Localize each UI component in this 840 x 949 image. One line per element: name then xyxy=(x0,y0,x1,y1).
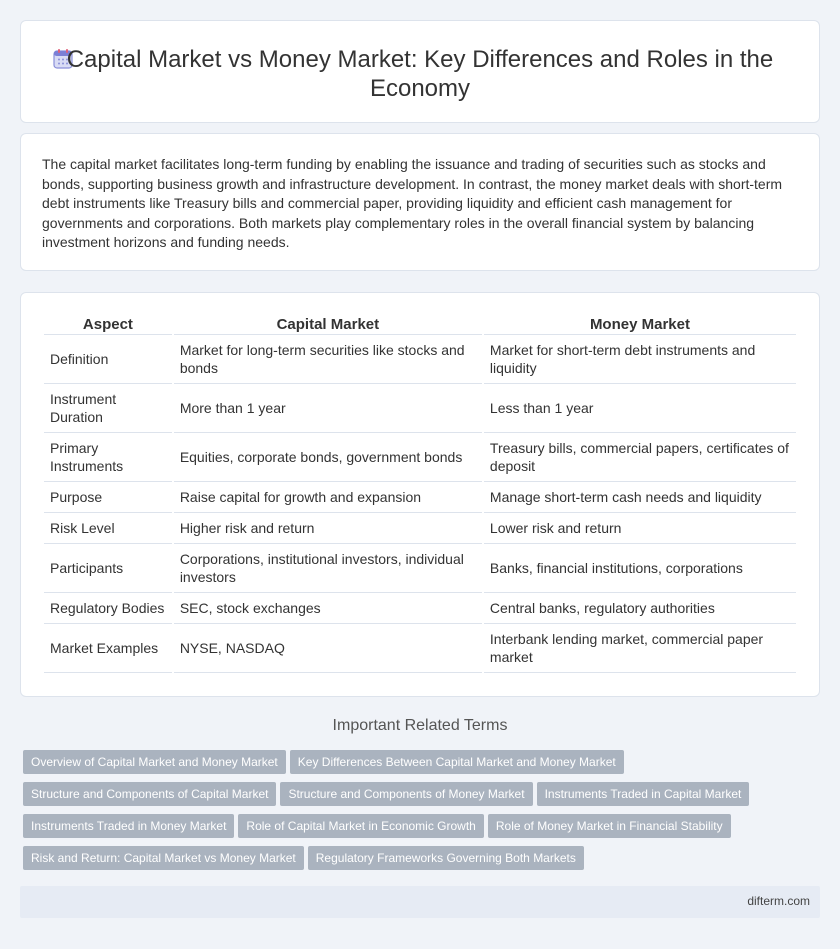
header-capital-market: Capital Market xyxy=(174,314,482,335)
intro-card xyxy=(20,133,820,271)
tag-row xyxy=(23,782,823,814)
cell-aspect: Risk Level xyxy=(44,513,172,544)
header-money-market: Money Market xyxy=(484,314,796,335)
related-term-tag[interactable]: Role of Capital Market in Economic Growth xyxy=(238,814,483,838)
cell-aspect: Definition xyxy=(44,335,172,384)
cell-money: Less than 1 year xyxy=(484,384,796,433)
cell-capital: NYSE, NASDAQ xyxy=(174,624,482,673)
cell-aspect: Primary Instruments xyxy=(44,433,172,482)
cell-money: Interbank lending market, commercial paper market xyxy=(484,624,796,673)
cell-capital: Equities, corporate bonds, government bonds xyxy=(174,433,482,482)
comparison-card xyxy=(20,292,820,697)
related-term-tag[interactable]: Structure and Components of Capital Market xyxy=(23,782,276,806)
table-row xyxy=(44,513,796,544)
related-term-tag[interactable]: Key Differences Between Capital Market and Money Market xyxy=(290,750,624,774)
related-term-tag[interactable]: Overview of Capital Market and Money Market xyxy=(23,750,286,774)
table-row xyxy=(44,593,796,624)
tag-row xyxy=(23,846,823,878)
footer-site-link[interactable]: difterm.com xyxy=(747,894,810,908)
tag-row xyxy=(23,750,823,782)
table-row xyxy=(44,384,796,433)
cell-capital: Raise capital for growth and expansion xyxy=(174,482,482,513)
related-term-tag[interactable]: Instruments Traded in Money Market xyxy=(23,814,234,838)
cell-aspect: Participants xyxy=(44,544,172,593)
cell-capital: Higher risk and return xyxy=(174,513,482,544)
related-term-tag[interactable]: Role of Money Market in Financial Stability xyxy=(488,814,731,838)
related-term-tag[interactable]: Risk and Return: Capital Market vs Money Market xyxy=(23,846,304,870)
cell-aspect: Market Examples xyxy=(44,624,172,673)
table-row xyxy=(44,335,796,384)
tag-row xyxy=(23,814,823,846)
cell-capital: Market for long-term securities like stocks and bonds xyxy=(174,335,482,384)
table-row xyxy=(44,544,796,593)
table-row xyxy=(44,433,796,482)
comparison-table xyxy=(42,314,798,673)
cell-aspect: Purpose xyxy=(44,482,172,513)
cell-money: Treasury bills, commercial papers, certificates of deposit xyxy=(484,433,796,482)
cell-aspect: Regulatory Bodies xyxy=(44,593,172,624)
table-header-row xyxy=(44,314,796,335)
related-terms-tags xyxy=(23,750,823,878)
footer xyxy=(20,886,820,918)
table-row xyxy=(44,482,796,513)
header-aspect: Aspect xyxy=(44,314,172,335)
related-term-tag[interactable]: Structure and Components of Money Market xyxy=(280,782,532,806)
cell-money: Manage short-term cash needs and liquidity xyxy=(484,482,796,513)
cell-capital: More than 1 year xyxy=(174,384,482,433)
related-term-tag[interactable]: Regulatory Frameworks Governing Both Markets xyxy=(308,846,584,870)
cell-money: Central banks, regulatory authorities xyxy=(484,593,796,624)
header-card xyxy=(20,20,820,123)
page-title: Capital Market vs Money Market: Key Differences and Roles in the Economy xyxy=(66,46,774,102)
cell-money: Market for short-term debt instruments and liquidity xyxy=(484,335,796,384)
related-terms-title: Important Related Terms xyxy=(332,717,508,734)
cell-aspect: Instrument Duration xyxy=(44,384,172,433)
cell-capital: SEC, stock exchanges xyxy=(174,593,482,624)
cell-capital: Corporations, institutional investors, individual investors xyxy=(174,544,482,593)
table-row xyxy=(44,624,796,673)
cell-money: Lower risk and return xyxy=(484,513,796,544)
intro-text: The capital market facilitates long-term funding by enabling the issuance and trading of securities such as stocks and bonds, supporting business growth and infrastructure development. In contrast, the money market deals with short-term debt instruments like Treasury bills and commercial paper, providing liquidity and efficient cash management for governments and corporations. Both markets play complementary roles in the overall financial system by balancing investment horizons and funding needs. xyxy=(42,156,783,251)
related-term-tag[interactable]: Instruments Traded in Capital Market xyxy=(537,782,750,806)
cell-money: Banks, financial institutions, corporations xyxy=(484,544,796,593)
